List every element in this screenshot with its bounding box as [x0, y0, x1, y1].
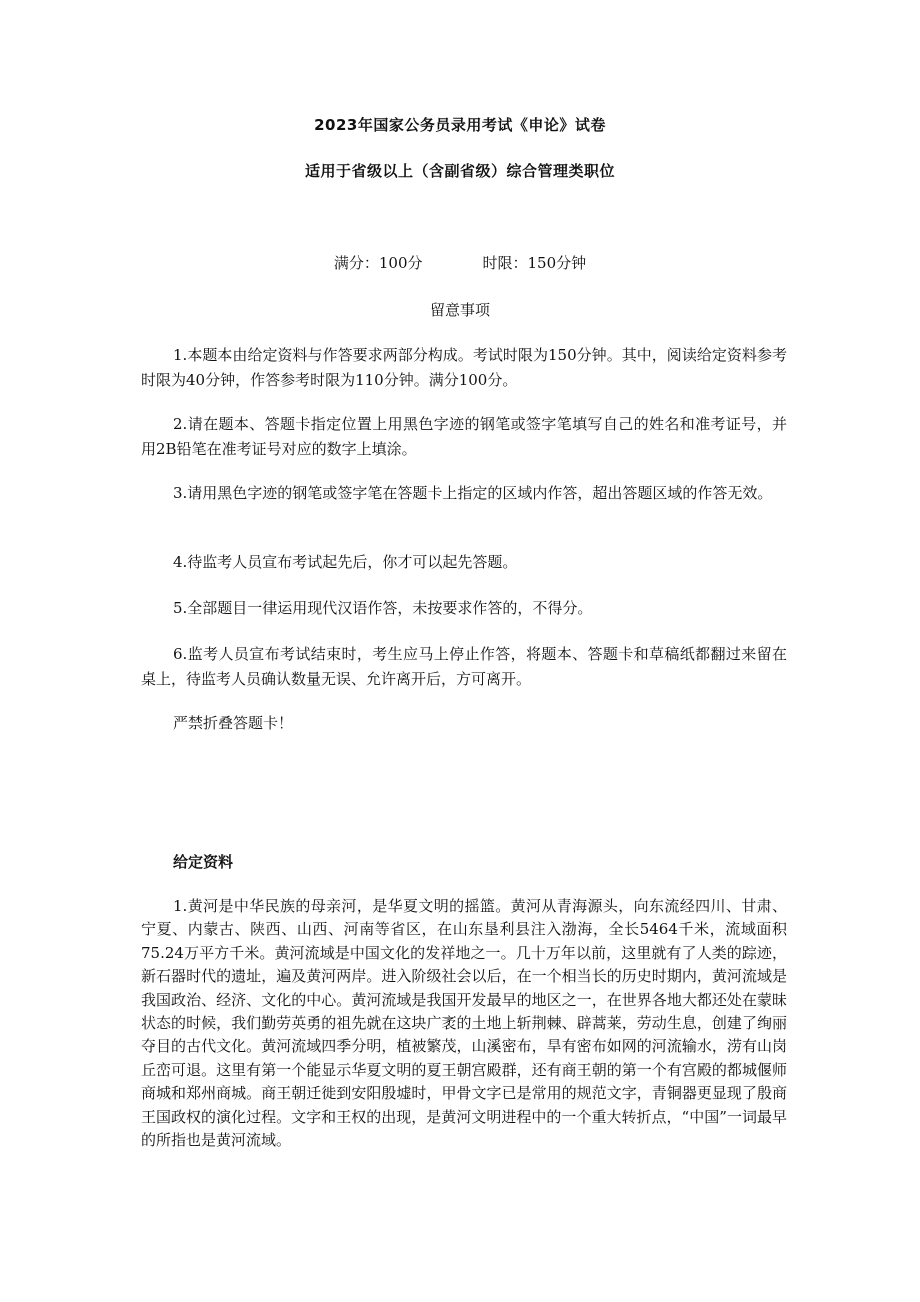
document-title: 2023年国家公务员录用考试《申论》试卷: [314, 116, 606, 134]
time-limit: 时限：150分钟: [482, 254, 587, 272]
document-subtitle: 适用于省级以上（含副省级）综合管理类职位: [304, 162, 615, 180]
notice-heading: 留意事项: [429, 301, 490, 319]
material-paragraph-1: 1.黄河是中华民族的母亲河，是华夏文明的摇篮。黄河从青海源头，向东流经四川、甘肃、宁夏、内蒙古、陕西、山西、河南等省区，在山东垦利县注入渤海，全长5464千米，流域面积75.24万平方千米。黄河流域是中国文化的发祥地之一。几十万年以前，这里就有了人类的踪迹，新石器时代的遗址，遍及黄河两岸。进入阶级社会以后，在一个相当长的历史时期内，黄河流域是我国政治、经济、文化的中心。黄河流域是我国开发最早的地区之一，在世界各地大都还处在蒙昧状态的时候，我们勤劳英勇的祖先就在这块广袤的土地上斩荆棘、辟蒿莱，劳动生息，创建了绚丽夺目的古代文化。黄河流域四季分明，植被繁茂，山溪密布，旱有密布如网的河流输水，涝有山岗丘峦可退。这里有第一个能显示华夏文明的夏王朝宫殿群，还有商王朝的第一个有宫殿的都城偃师商城和郑州商城。商王朝迁徙到安阳殷墟时，甲骨文字已是常用的规范文字，青铜器更显现了殷商王国政权的演化过程。文字和王权的出现，是黄河文明进程中的一个重大转折点，“中国”一词最早的所指也是黄河流域。: [141, 897, 787, 1150]
notice-item-5: 5.全部题目一律运用现代汉语作答，未按要求作答的，不得分。: [173, 599, 593, 617]
material-heading: 给定资料: [173, 853, 234, 871]
notice-item-1: 1.本题本由给定资料与作答要求两部分构成。考试时限为150分钟。其中，阅读给定资料参考时限为40分钟，作答参考时限为110分钟。满分100分。: [141, 346, 787, 389]
notice-warning: 严禁折叠答题卡！: [173, 714, 294, 732]
exam-info: [0, 252, 920, 273]
notice-item-4: 4.待监考人员宣布考试起先后，你才可以起先答题。: [173, 553, 518, 571]
notice-item-2: 2.请在题本、答题卡指定位置上用黑色字迹的钢笔或签字笔填写自己的姓名和准考证号，并用2B铅笔在准考证号对应的数字上填涂。: [141, 415, 787, 458]
full-score: 满分：100分: [333, 254, 423, 272]
notice-item-3: 3.请用黑色字迹的钢笔或签字笔在答题卡上指定的区域内作答，超出答题区域的作答无效。: [173, 484, 773, 502]
notice-item-6: 6.监考人员宣布考试结束时，考生应马上停止作答，将题本、答题卡和草稿纸都翻过来留在桌上，待监考人员确认数量无误、允许离开后，方可离开。: [141, 645, 787, 688]
